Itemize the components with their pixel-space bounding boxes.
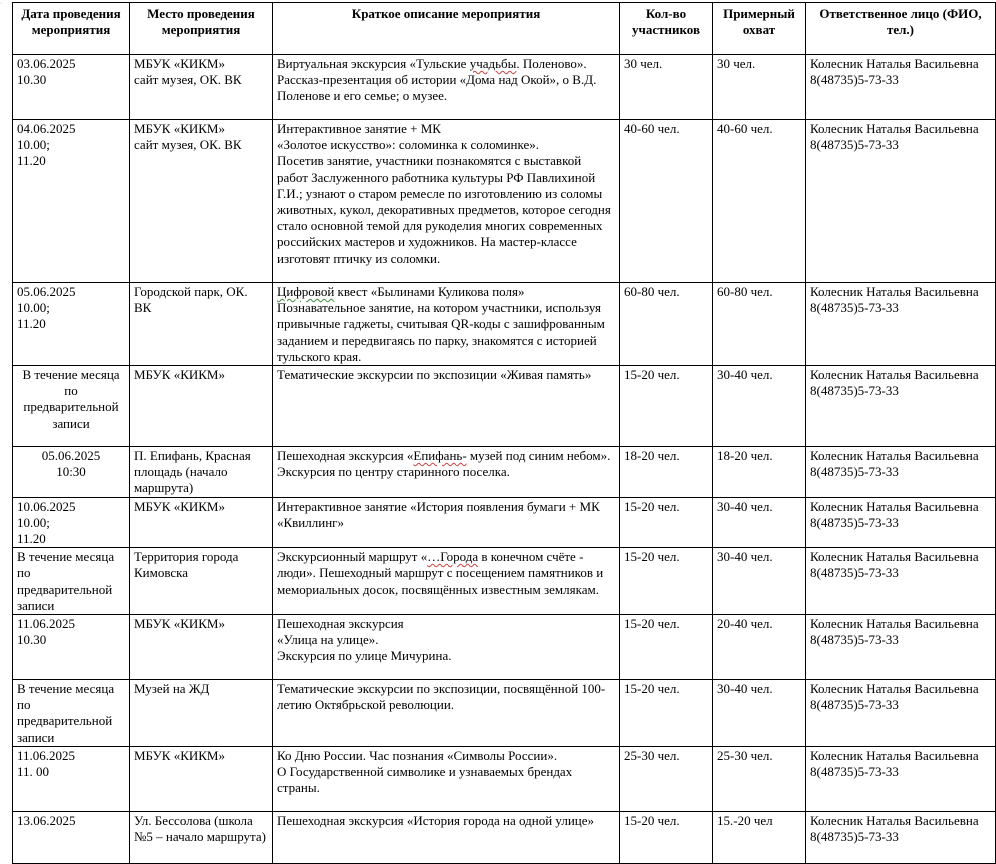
cell-reach: 15.-20 чел: [713, 811, 806, 863]
cell-description: Интерактивное занятие «История появления бумаги + МК «Квиллинг»: [273, 497, 620, 548]
cell-date: 03.06.2025 10.30: [13, 55, 130, 120]
cell-reach: 30-40 чел.: [713, 548, 806, 615]
cell-place: МБУК «КИКМ»: [130, 615, 273, 680]
cell-description: Тематические экскурсии по экспозиции, посвящённой 100-летию Октябрьской революции.: [273, 680, 620, 747]
header-participants: Кол-во участников: [620, 3, 713, 55]
spellcheck-marked-word: …Города: [427, 549, 479, 565]
cell-participants: 15-20 чел.: [620, 615, 713, 680]
cell-date: 11.06.2025 11. 00: [13, 746, 130, 811]
description-text: Экскурсионный маршрут «: [277, 549, 428, 565]
cell-description: [273, 548, 620, 615]
table-row: [13, 55, 996, 120]
description-text: . Поленово». Рассказ-презентация об истории «Дома над Окой», о В.Д. Поленове и его семье; о музее.: [277, 56, 597, 104]
cell-description: Ко Дню России. Час познания «Символы России». О Государственной символике и узнаваемых брендах страны.: [273, 746, 620, 811]
cell-date: 05.06.2025 10.00; 11.20: [13, 283, 130, 366]
cell-description: [273, 55, 620, 120]
spellcheck-marked-word: Цифровой: [277, 284, 335, 299]
cell-responsible: Колесник Наталья Васильевна 8(48735)5-73-33: [806, 120, 996, 283]
cell-responsible: Колесник Наталья Васильевна 8(48735)5-73-33: [806, 497, 996, 548]
cell-date: 05.06.2025 10:30: [13, 447, 130, 498]
cell-description: Пешеходная экскурсия «Улица на улице». Экскурсия по улице Мичурина.: [273, 615, 620, 680]
cell-date: 10.06.2025 10.00; 11.20: [13, 497, 130, 548]
cell-participants: 60-80 чел.: [620, 283, 713, 366]
header-date: Дата проведения мероприятия: [13, 3, 130, 55]
cell-date: В течение месяца по предварительной записи: [13, 366, 130, 447]
cell-description: Пешеходная экскурсия «История города на одной улице»: [273, 811, 620, 863]
cell-description: [273, 447, 620, 498]
description-text: квест «Былинами Куликова поля» Познавательное занятие, на котором участники, используя привычные гаджеты, считывая QR-коды с зашифрованным заданием и передвигаясь по парку, знакомятся с историей тульского края.: [277, 284, 605, 364]
cell-description: Интерактивное занятие + МК «Золотое искусство»: соломинка к соломинке». Посетив занятие, участники познакомятся с выставкой работ Заслуженного работника культуры РФ Павлихиной Г.И.; узнают о старом ремесле по изготовлению из соломы животных, кукол, декоративных предметов, которое сегодня стало основной темой для рукоделия многих современных российских мастеров и художников. На мастер-классе изготовят птичку из соломки.: [273, 120, 620, 283]
header-responsible: Ответственное лицо (ФИО, тел.): [806, 3, 996, 55]
cell-participants: 18-20 чел.: [620, 447, 713, 498]
header-description: Краткое описание мероприятия: [273, 3, 620, 55]
description-text: музей под синим небом». Экскурсия по центру старинного поселка.: [277, 448, 611, 480]
table-row: [13, 497, 996, 548]
cell-date: 13.06.2025: [13, 811, 130, 863]
table-row: [13, 811, 996, 863]
description-text: в конечном счёте - люди». Пешеходный маршрут с посещением памятников и мемориальных досок, посвящённых известным землякам.: [277, 549, 604, 597]
cell-responsible: Колесник Наталья Васильевна 8(48735)5-73-33: [806, 283, 996, 366]
table-row: [13, 366, 996, 447]
table-row: [13, 283, 996, 366]
table-row: [13, 746, 996, 811]
header-place: Место проведения мероприятия: [130, 3, 273, 55]
cell-place: МБУК «КИКМ»: [130, 497, 273, 548]
cell-place: Ул. Бессолова (школа №5 – начало маршрута): [130, 811, 273, 863]
cell-responsible: Колесник Наталья Васильевна 8(48735)5-73-33: [806, 746, 996, 811]
cell-participants: 15-20 чел.: [620, 497, 713, 548]
table-row: [13, 120, 996, 283]
description-text: Виртуальная экскурсия «Тульские: [277, 56, 470, 71]
cell-reach: 30 чел.: [713, 55, 806, 120]
cell-reach: 30-40 чел.: [713, 497, 806, 548]
spellcheck-marked-word: учадьбы: [469, 56, 517, 71]
cell-place: Музей на ЖД: [130, 680, 273, 747]
cell-reach: 30-40 чел.: [713, 680, 806, 747]
cell-participants: 30 чел.: [620, 55, 713, 120]
spellcheck-marked-word: Епифань-: [413, 448, 467, 464]
cell-responsible: Колесник Наталья Васильевна 8(48735)5-73-33: [806, 680, 996, 747]
cell-place: МБУК «КИКМ» сайт музея, ОК. ВК: [130, 55, 273, 120]
table-row: [13, 548, 996, 615]
table-row: [13, 680, 996, 747]
cell-date: В течение месяца по предварительной записи: [13, 680, 130, 747]
cell-place: Городской парк, ОК. ВК: [130, 283, 273, 366]
cell-description: [273, 283, 620, 366]
cell-place: Территория города Кимовска: [130, 548, 273, 615]
events-table: [12, 2, 996, 864]
cell-reach: 30-40 чел.: [713, 366, 806, 447]
cell-participants: 40-60 чел.: [620, 120, 713, 283]
cell-responsible: Колесник Наталья Васильевна 8(48735)5-73-33: [806, 447, 996, 498]
cell-participants: 15-20 чел.: [620, 680, 713, 747]
cell-reach: 18-20 чел.: [713, 447, 806, 498]
cell-participants: 15-20 чел.: [620, 366, 713, 447]
cell-place: П. Епифань, Красная площадь (начало маршрута): [130, 447, 273, 498]
cell-reach: 40-60 чел.: [713, 120, 806, 283]
cell-responsible: Колесник Наталья Васильевна 8(48735)5-73-33: [806, 366, 996, 447]
cell-participants: 25-30 чел.: [620, 746, 713, 811]
cell-reach: 25-30 чел.: [713, 746, 806, 811]
cell-place: МБУК «КИКМ»: [130, 366, 273, 447]
cell-date: В течение месяца по предварительной записи: [13, 548, 130, 615]
cell-responsible: Колесник Наталья Васильевна 8(48735)5-73-33: [806, 615, 996, 680]
cell-participants: 15-20 чел.: [620, 548, 713, 615]
cell-responsible: Колесник Наталья Васильевна 8(48735)5-73-33: [806, 811, 996, 863]
header-reach: Примерный охват: [713, 3, 806, 55]
cell-place: МБУК «КИКМ» сайт музея, ОК. ВК: [130, 120, 273, 283]
cell-date: 04.06.2025 10.00; 11.20: [13, 120, 130, 283]
description-text: Пешеходная экскурсия «: [277, 448, 414, 464]
cell-description: Тематические экскурсии по экспозиции «Живая память»: [273, 366, 620, 447]
cell-place: МБУК «КИКМ»: [130, 746, 273, 811]
cell-reach: 20-40 чел.: [713, 615, 806, 680]
cell-participants: 15-20 чел.: [620, 811, 713, 863]
table-row: [13, 615, 996, 680]
cell-responsible: Колесник Наталья Васильевна 8(48735)5-73-33: [806, 55, 996, 120]
cell-date: 11.06.2025 10.30: [13, 615, 130, 680]
corner-anchor-mark: ·: [0, 0, 3, 7]
cell-responsible: Колесник Наталья Васильевна 8(48735)5-73-33: [806, 548, 996, 615]
table-row: [13, 447, 996, 498]
cell-reach: 60-80 чел.: [713, 283, 806, 366]
header-row: [13, 3, 996, 55]
